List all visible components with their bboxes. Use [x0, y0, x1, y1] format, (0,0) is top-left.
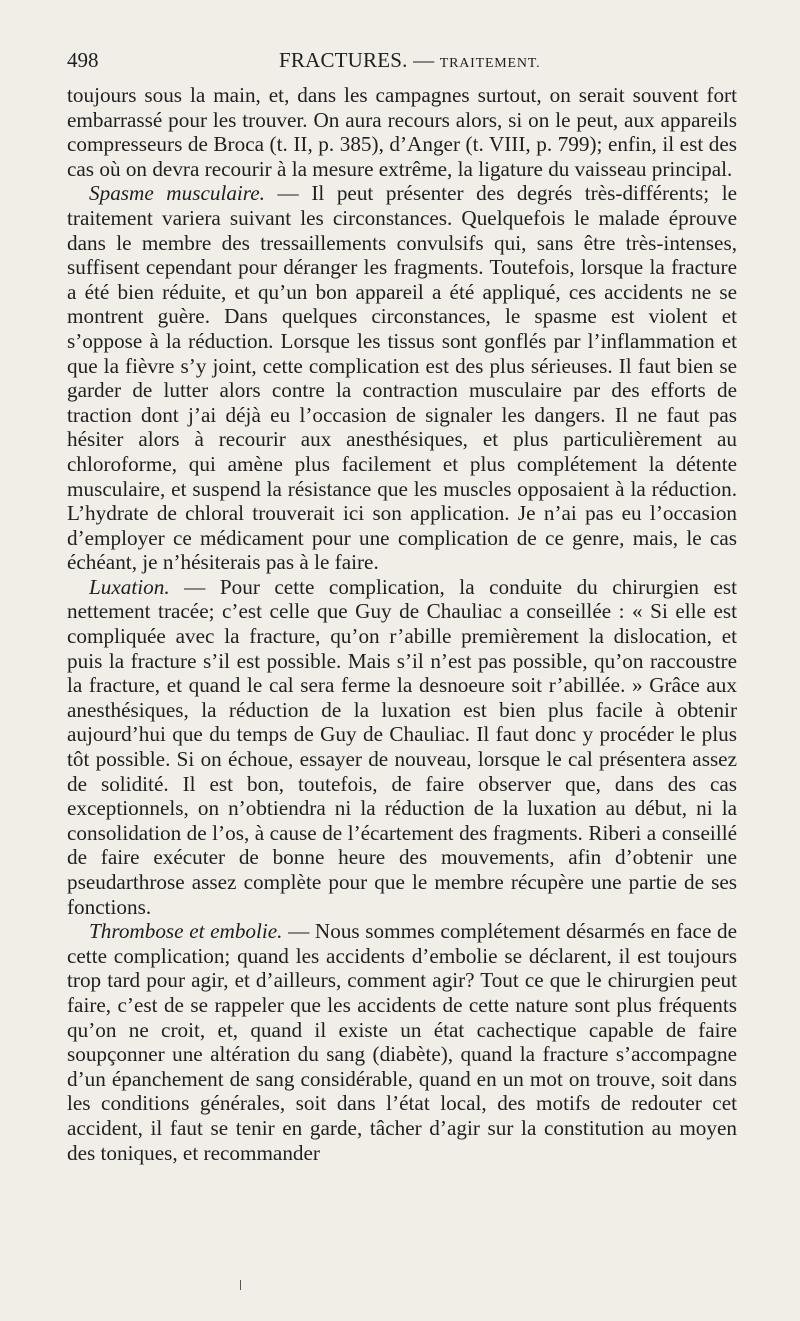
- section-heading: Luxation.: [89, 574, 170, 599]
- running-title-separator: —: [407, 48, 440, 72]
- running-title-main: FRACTURES.: [279, 48, 408, 72]
- section-heading: Spasme musculaire.: [89, 181, 265, 206]
- paragraph-text: — Il peut présenter des degrés très-différents; le traitement variera suivant les circonstances. Quelquefois le malade éprouve dans le membre des tressaillements convulsifs qui, sans être très-intenses, suffisent cependant pour déranger les fragments. Toutefois, lorsque la fracture a été bien réduite, et qu’un bon appareil a été appliqué, ces accidents ne se montrent guère. Dans quelques circonstances, le spasme est violent et s’oppose à la réduction. Lorsque les tissus sont gonflés par l’inflammation et que la fièvre s’y joint, cette complication est des plus sérieuses. Il faut bien se garder de lutter alors contre la contraction musculaire par des efforts de traction dont j’ai déjà eu l’occasion de signaler les dangers. Il ne faut pas hésiter alors à recourir aux anesthésiques, et plus particulièrement au chloroforme, qui amène plus facilement et plus complétement la détente musculaire, et suspend la résistance que les muscles opposaient à la réduction. L’hydrate de chloral trouverait ici son application. Je n’ai pas eu l’occasion d’employer ce médicament pour une complication de ce genre, mais, le cas échéant, je n’hésiterais pas à le faire.: [67, 181, 737, 575]
- paragraph-spasme-musculaire: [67, 181, 737, 575]
- body-text: [67, 83, 737, 1165]
- section-heading: Thrombose et embolie.: [89, 919, 283, 944]
- paragraph-thrombose-embolie: [67, 919, 737, 1165]
- print-mark: [240, 1280, 241, 1290]
- paragraph-text: — Pour cette complication, la conduite du chirurgien est nettement tracée; c’est celle que Guy de Chauliac a conseillée : « Si elle est compliquée avec la fracture, qu’on r’abille premièrement la dislocation, et puis la fracture s’il est possible. Mais s’il n’est pas possible, qu’on raccoustre la fracture, et quand le cal sera ferme la desnoeure soit r’abillée. » Grâce aux anesthésiques, la réduction de la luxation est bien plus facile à obtenir aujourd’hui que du temps de Guy de Chauliac. Il faut donc y procéder le plus tôt possible. Si on échoue, essayer de nouveau, lorsque le cal présentera assez de solidité. Il est bon, toutefois, de faire observer que, dans des cas exceptionnels, on n’obtiendra ni la réduction de la luxation au début, ni la consolidation de l’os, à cause de l’écartement des fragments. Riberi a conseillé de faire exécuter de bonne heure des mouvements, afin d’obtenir une pseudarthrose assez complète pour que le membre récupère une partie de ses fonctions.: [67, 574, 737, 919]
- running-header: [67, 42, 737, 70]
- running-title: [279, 48, 540, 73]
- paragraph-text: toujours sous la main, et, dans les campagnes surtout, on serait souvent fort embarrassé pour les trouver. On aura recours alors, si on le peut, aux appareils compresseurs de Broca (t. II, p. 385), d’Anger (t. VIII, p. 799); enfin, il est des cas où on devra recourir à la mesure extrême, la ligature du vaisseau principal.: [67, 83, 737, 181]
- page-number: 498: [67, 48, 99, 72]
- paragraph-text: — Nous sommes complétement désarmés en face de cette complication; quand les accidents d’embolie se déclarent, il est toujours trop tard pour agir, et d’ailleurs, comment agir? Tout ce que le chirurgien peut faire, c’est de se rappeler que les accidents de cette nature sont plus fréquents qu’on ne croit, et, quand il existe un état cachectique capable de faire soupçonner une altération du sang (diabète), quand la fracture s’accompagne d’un épanchement de sang considérable, quand en un mot on trouve, soit dans les conditions générales, soit dans l’état local, des motifs de redouter cet accident, il faut se tenir en garde, tâcher d’agir sur la constitution au moyen des toniques, et recommander: [67, 919, 737, 1165]
- running-title-subtitle: TRAITEMENT.: [439, 56, 541, 71]
- paragraph-continuation: [67, 83, 737, 181]
- paragraph-luxation: [67, 575, 737, 919]
